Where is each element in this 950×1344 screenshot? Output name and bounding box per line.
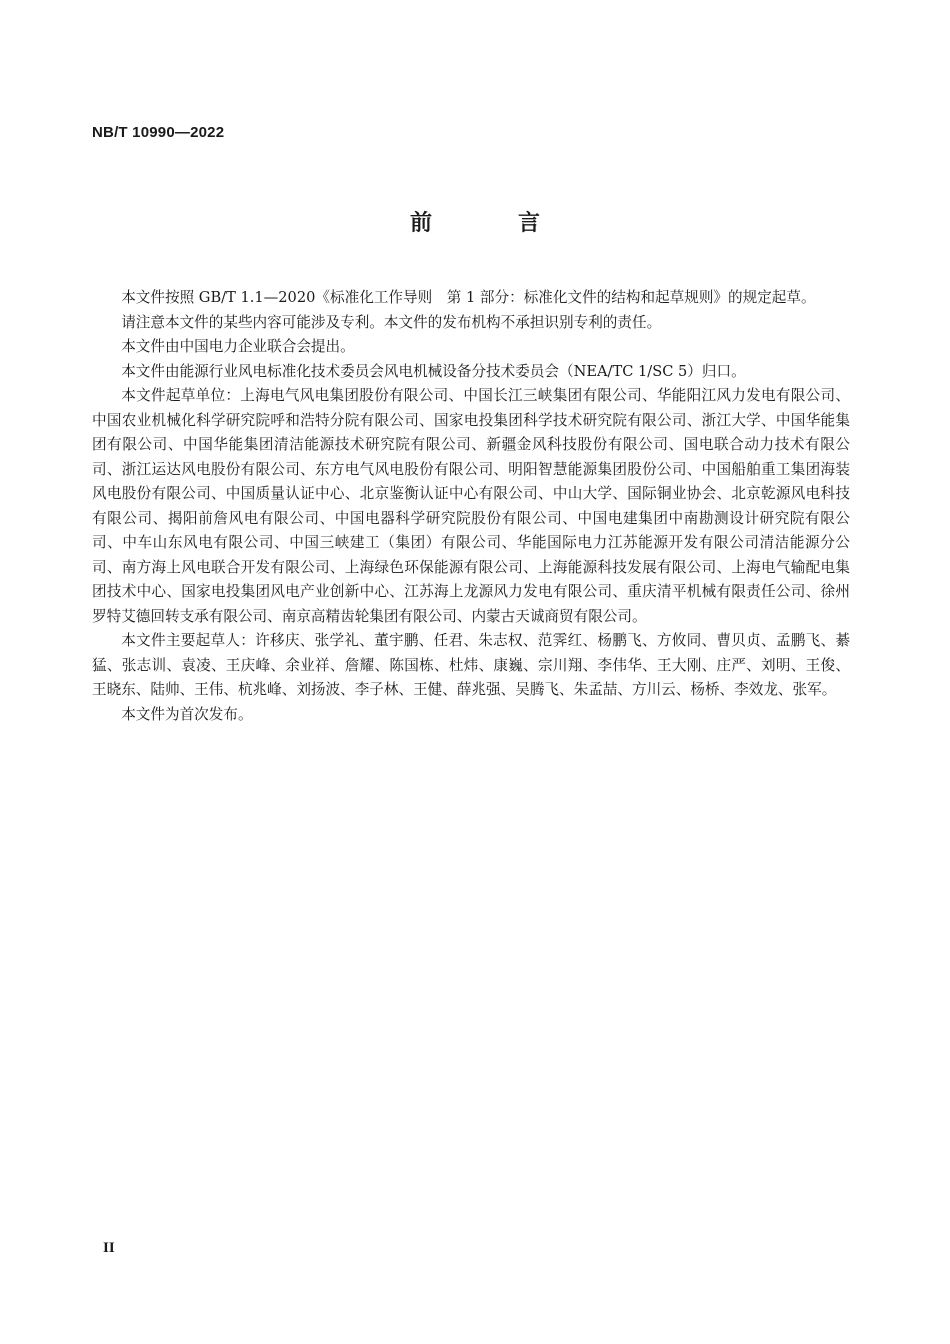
paragraph-proposer: 本文件由中国电力企业联合会提出。 (121, 338, 355, 355)
paragraph-patent-notice: 请注意本文件的某些内容可能涉及专利。本文件的发布机构不承担识别专利的责任。 (121, 313, 662, 331)
paragraph-drafting-rule: 本文件按照 GB/T 1.1—2020《标准化工作导则 第 1 部分：标准化文件的结构和起草规则》的规定起草。 (121, 289, 816, 306)
standard-code: NB/T 10990—2022 (92, 124, 225, 141)
paragraph-committee: 本文件由能源行业风电标准化技术委员会风电机械设备分技术委员会（NEA/TC 1/SC 5）归口。 (121, 362, 746, 380)
paragraph-first-release: 本文件为首次发布。 (121, 705, 253, 723)
page-number: II (103, 1240, 115, 1256)
paragraph-drafting-units: 本文件起草单位：上海电气风电集团股份有限公司、中国长江三峡集团有限公司、华能阳江风力发电有限公司、中国农业机械化科学研究院呼和浩特分院有限公司、国家电投集团科学技术研究院有限公司、浙江大学、中国华能集团有限公司、中国华能集团清洁能源技术研究院有限公司、新疆金风科技股份有限公司、国电联合动力技术有限公司、浙江运达风电股份有限公司、东方电气风电股份有限公司、明阳智慧能源集团股份公司、中国船舶重工集团海装风电股份有限公司、中国质量认证中心、北京鉴衡认证中心有限公司、中山大学、国际铜业协会、北京乾源风电科技有限公司、揭阳前詹风电有限公司、中国电器科学研究院股份有限公司、中国电建集团中南勘测设计研究院有限公司、中车山东风电有限公司、中国三峡建工（集团）有限公司、华能国际电力江苏能源开发有限公司清洁能源分公司、南方海上风电联合开发有限公司、上海绿色环保能源有限公司、上海能源科技发展有限公司、上海电气输配电集团技术中心、国家电投集团风电产业创新中心、江苏海上龙源风力发电有限公司、重庆清平机械有限责任公司、徐州罗特艾德回转支承有限公司、南京高精齿轮集团有限公司、内蒙古天诚商贸有限公司。 (92, 387, 850, 625)
paragraph-drafters: 本文件主要起草人：许移庆、张学礼、董宇鹏、任君、朱志权、范霁红、杨鹏飞、方攸同、曹贝贞、孟鹏飞、綦猛、张志训、袁凌、王庆峰、余业祥、詹耀、陈国栋、杜炜、康巍、宗川翔、李伟华、王大刚、庄严、刘明、王俊、王晓东、陆帅、王伟、杭兆峰、刘扬波、李子林、王健、薛兆强、吴腾飞、朱孟喆、方川云、杨桥、李效龙、张军。 (92, 632, 850, 698)
foreword-body (92, 286, 850, 727)
page-title: 前 言 (409, 211, 572, 236)
